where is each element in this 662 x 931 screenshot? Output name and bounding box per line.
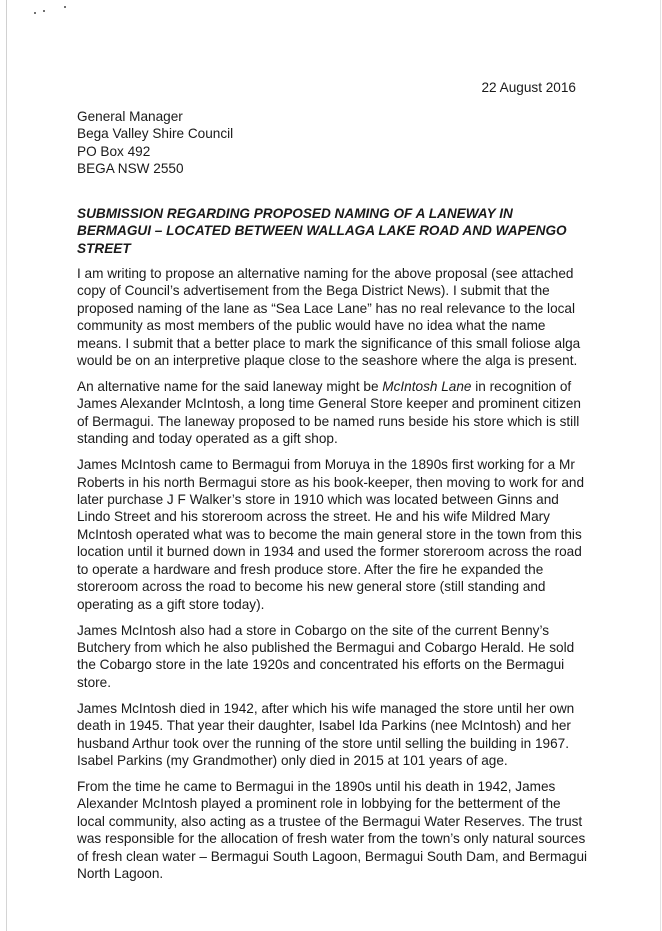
text-line: death in 1945. That year their daughter, Isabel Ida Parkins (nee McIntosh) and her <box>77 718 571 734</box>
text-line: Roberts in his north Bermagui store as his book-keeper, then moving to work for and <box>77 474 585 490</box>
text-line: copy of Council’s advertisement from the Bega District News). I submit that the <box>77 283 550 299</box>
text-line: Isabel Parkins (my Grandmother) only died in 2015 at 101 years of age. <box>77 752 508 768</box>
text-line: proposed naming of the lane as “Sea Lace Lane” has no real relevance to the local <box>77 300 576 316</box>
letter-subject: SUBMISSION REGARDING PROPOSED NAMING OF A LANEWAY IN BERMAGUI – LOCATED BETWEEN WALLAGA LAKE ROAD AND WAPENGO STREET <box>77 206 567 256</box>
text-line: Lindo Street and his storeroom across the street. He and his wife Mildred Mary <box>77 509 550 525</box>
text-line: I am writing to propose an alternative naming for the above proposal (see attached <box>77 266 574 281</box>
text-line: store. <box>77 674 111 690</box>
text-line: storeroom across the road to become his new general store (still standing and <box>77 579 546 595</box>
letter-body <box>77 265 588 891</box>
text-line: husband Arthur took over the running of the store until selling the building in 1967. <box>77 735 569 751</box>
text-line: to operate a hardware and fresh produce store. After the fire he expanded the <box>77 561 544 577</box>
recipient-line: PO Box 492 <box>77 143 151 159</box>
text-line: James McIntosh died in 1942, after which his wife managed the store until her own <box>77 700 575 716</box>
text-line: means. I submit that a better place to mark the significance of this small foliose alga <box>77 335 581 351</box>
paragraph <box>77 700 582 770</box>
text-line <box>77 379 571 394</box>
paragraph <box>77 778 588 882</box>
text-line: would be on an interpretive plaque close to the seashore where the alga is present. <box>77 353 578 369</box>
recipient-line: Bega Valley Shire Council <box>77 126 234 142</box>
scan-edge-left <box>6 0 7 931</box>
recipient-address <box>77 108 377 178</box>
text-line: of Bermagui. The laneway proposed to be named runs beside his store which is still <box>77 413 580 429</box>
text-line: local community, also acting as a trustee of the Bermagui Water Reserves. The trust <box>77 813 583 829</box>
proposed-name: McIntosh Lane <box>382 379 472 395</box>
text-line: location until it burned down in 1934 and used the former storeroom across the road <box>77 544 582 560</box>
text-line: Butchery from which he also published the Bermagui and Cobargo Herald. He sold <box>77 639 575 655</box>
letter-date: 22 August 2016 <box>481 80 576 95</box>
text-line: From the time he came to Bermagui in the 1890s until his death in 1942, James <box>77 778 556 794</box>
text-line: McIntosh operated what was to become the main general store in the town from this <box>77 526 582 542</box>
paragraph <box>77 622 582 692</box>
paragraph <box>77 456 585 613</box>
text-line: North Lagoon. <box>77 865 164 881</box>
text-fragment: An alternative name for the said laneway might be <box>77 379 383 395</box>
recipient-line: General Manager <box>77 109 183 124</box>
scan-edge-right <box>660 0 661 931</box>
paragraph <box>77 378 582 448</box>
text-line: of fresh clean water – Bermagui South Lagoon, Bermagui South Dam, and Bermagui <box>77 848 588 864</box>
text-line: was responsible for the allocation of fresh water from the town’s only natural sources <box>77 831 586 847</box>
text-line: James McIntosh came to Bermagui from Moruya in the 1890s first working for a Mr <box>77 457 575 473</box>
scan-specks <box>34 6 74 20</box>
text-line: the Cobargo store in the late 1920s and concentrated his efforts on the Bermagui <box>77 657 565 673</box>
text-line: James Alexander McIntosh, a long time General Store keeper and prominent citizen <box>77 396 581 412</box>
text-line: Alexander McIntosh played a prominent role in lobbying for the betterment of the <box>77 796 561 812</box>
text-line: community as most members of the public would have no idea what the name <box>77 318 546 334</box>
text-line: standing and today operated as a gift shop. <box>77 431 338 447</box>
recipient-line: BEGA NSW 2550 <box>77 161 184 177</box>
paragraph <box>77 265 582 369</box>
text-line: James McIntosh also had a store in Cobargo on the site of the current Benny’s <box>77 622 550 638</box>
text-line: later purchase J F Walker’s store in 1910 which was located between Ginns and <box>77 492 559 508</box>
text-fragment: in recognition of <box>471 379 572 395</box>
text-line: operating as a gift store today). <box>77 596 265 612</box>
